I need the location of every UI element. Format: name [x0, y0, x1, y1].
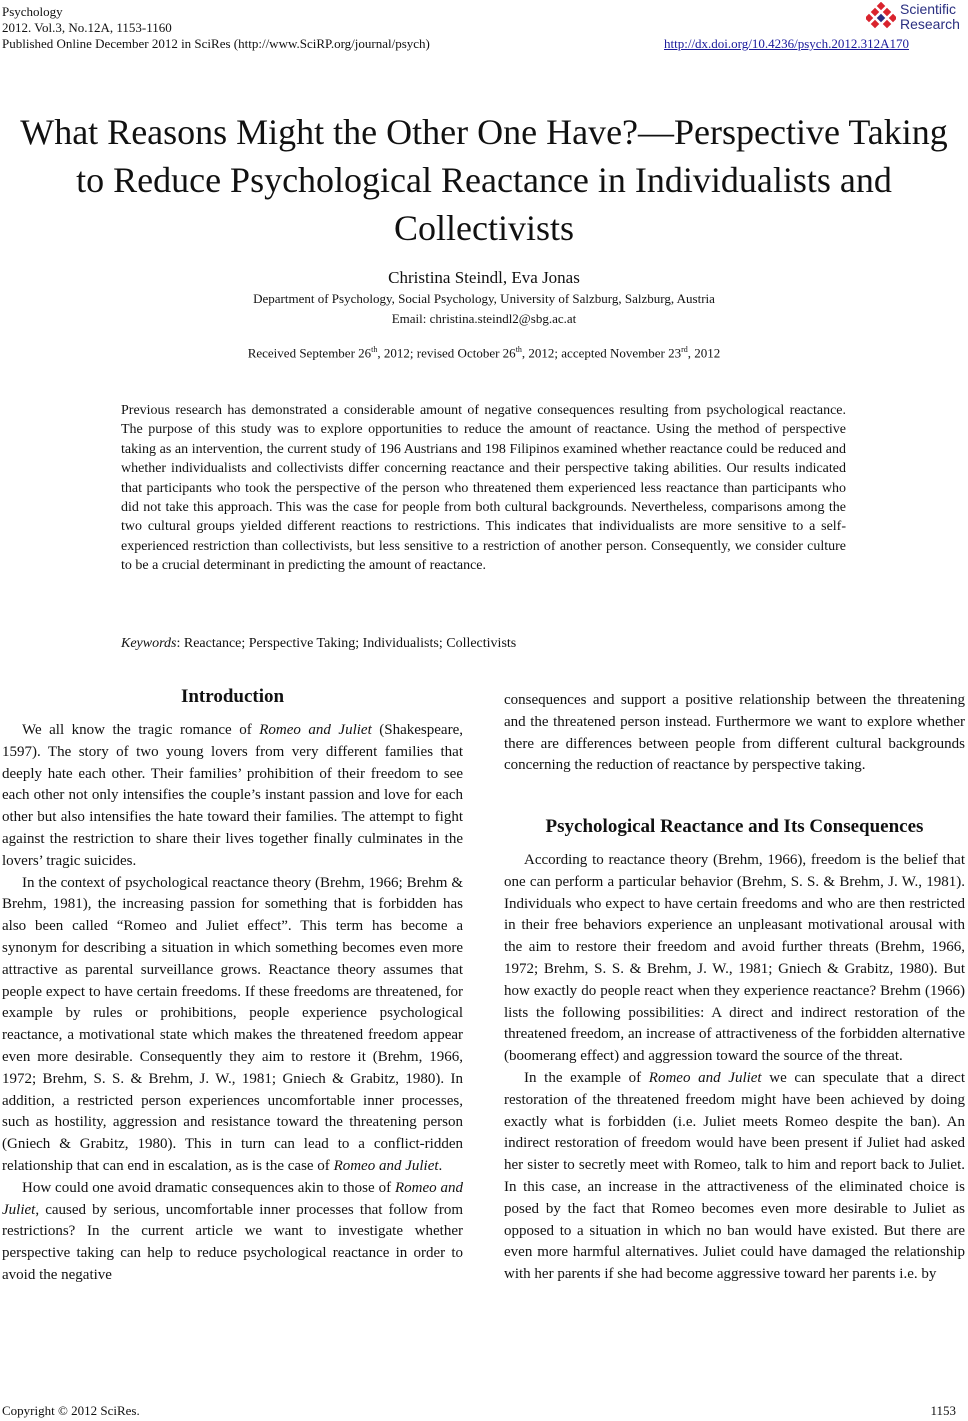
keywords-label: Keywords — [121, 636, 177, 651]
text: (Shakespeare, 1597). The story of two young lovers from very different families that deeply hate each other. Their families’ prohibition of their freedom to see each other not only intensifies the couple’s instant passion and love for each other but also intensifies the hate toward their families. The attempt to fight against the restriction to share their lives together finally culminates in the lovers’ tragic suicides. — [2, 722, 463, 869]
keywords-list: : Reactance; Perspective Taking; Individualists; Collectivists — [176, 636, 517, 651]
year-text: , 2012 — [687, 345, 721, 361]
text: We all know the tragic romance of — [22, 722, 260, 738]
scirp-logo-icon — [866, 2, 896, 32]
paragraph — [2, 720, 463, 873]
title-line: to Reduce Psychological Reactance in Individualists and — [76, 160, 892, 200]
ordinal-suffix: rd — [681, 345, 688, 354]
text: How could one avoid dramatic consequences akin to those of — [22, 1179, 395, 1196]
volume-info: 2012. Vol.3, No.12A, 1153-1160 — [2, 20, 172, 35]
right-column-intro-continued — [504, 690, 965, 777]
text: , caused by serious, uncomfortable inner processes that follow from restrictions? In the current article we want to investigate whether perspective taking can help to reduce psychological reactance in order to avoid the negative — [2, 1201, 463, 1283]
paragraph — [2, 1178, 463, 1287]
right-column — [504, 850, 965, 1286]
text: In the context of psychological reactance theory (Brehm, 1966; Brehm & Brehm, 1981), the increasing passion for something that is forbidden has also been called “Romeo and Juliet effect”. This term has become a synonym for describing a situation in which something becomes even more attractive as parental surveillance grows. Reactance theory assumes that people expect to have certain freedoms. If these freedoms are threatened, for example by rules or prohibitions, people experience psychological reactance, a motivational state which makes the threatened freedom appear even more desirable. Consequently they aim to restore it (Brehm, 1966, 1972; Brehm, S. S. & Brehm, J. W., 1981; Gniech & Grabitz, 1980). In addition, a restricted person experiences uncomfortable inner processes, such as hostility, aggression and resistance toward the threatening person (Gniech & Grabitz, 1980). This in turn can lead to a conflict-ridden relationship that can end in escalation, as is the case of — [2, 874, 463, 1174]
running-header — [2, 4, 430, 52]
italic-text: Romeo and Juliet — [648, 1069, 762, 1086]
page-number: 1153 — [930, 1403, 956, 1418]
keywords — [121, 636, 516, 652]
copyright: Copyright © 2012 SciRes. — [2, 1403, 140, 1418]
doi-link[interactable]: http://dx.doi.org/10.4236/psych.2012.312A170 — [664, 36, 909, 51]
journal-name: Psychology — [2, 4, 63, 19]
paragraph — [504, 1068, 965, 1286]
section-heading-reactance: Psychological Reactance and Its Consequences — [545, 816, 924, 837]
section-heading-introduction: Introduction — [180, 686, 285, 707]
text: we can speculate that a direct restoration of the threatened freedom might have been achieved by doing exactly what is forbidden (i.e. Juliet meets Romeo despite the ban). An indirect restoration of freedom would have been present if Juliet had asked her sister to secretly meet with Romeo, talk to him and report back to Juliet. In this case, an increase in the attractiveness of the eliminated choice is posed by the fact that Romeo becomes even more desirable to Juliet as opposed to a situation in which no ban would have existed. But there are even more harmful alternatives. Juliet could have damaged the relationship with her parents if she had become aggressive toward her parents i.e. by — [504, 1069, 966, 1283]
abstract: Previous research has demonstrated a considerable amount of negative consequences resulting from psychological reactance. The purpose of this study was to explore opportunities to reduce the amount of reactance. Using the method of perspective taking as an intervention, the current study of 196 Austrians and 198 Filipinos examined whether reactance could be reduced and whether individualists and collectivists differ concerning reactance and their perspective taking abilities. Our results indicated that participants who took the perspective of the person who threatened them experienced less reactance than participants who did not take this approach. This was the case for people from both cultural backgrounds. Nevertheless, comparisons among the two cultural groups yielded different reactions to restrictions. This indicates that individualists are more sensitive to a self-experienced restriction than collectivists, but less sensitive to a restriction of another person. Consequently, we consider culture to be a crucial determinant in predicting the amount of reactance. — [121, 403, 846, 574]
received-text: Received September 26 — [247, 345, 372, 361]
title-line: Collectivists — [394, 208, 574, 248]
italic-text: Romeo and Juliet — [259, 722, 372, 738]
italic-text: Romeo and Juliet — [2, 1179, 463, 1218]
authors: Christina Steindl, Eva Jonas — [388, 268, 580, 287]
scientific-research-logo — [866, 0, 968, 36]
logo-text-scientific: Scientific — [900, 1, 957, 17]
author-email: Email: christina.steindl2@sbg.ac.at — [391, 311, 577, 326]
paragraph: According to reactance theory (Brehm, 1966), freedom is the belief that one can perform a particular behavior (Brehm, S. S. & Brehm, J. W., 1981). Individuals who expect to have certain freedoms and who are then restricted in their free behaviors experience an unpleasant motivational arousal with the aim to restore their freedom and avoid further threats (Brehm, 1966, 1972; Brehm, S. S. & Brehm, J. W., 1981; Gniech & Grabitz, 1980). But how exactly do people react when they experience reactance? Brehm (1966) lists the following possibilities: A direct and indirect restoration of the threatened freedom, an increase of attractiveness of the forbidden alternative (boomerang effect) and aggression toward the source of the threat. — [504, 852, 965, 1065]
ordinal-suffix: th — [371, 345, 378, 354]
logo-text-research: Research — [900, 16, 960, 32]
ordinal-suffix: th — [515, 345, 522, 354]
revised-text: , 2012; revised October 26 — [377, 345, 516, 361]
accepted-text: , 2012; accepted November 23 — [521, 345, 682, 361]
received-dates — [0, 345, 968, 361]
paragraph — [2, 873, 463, 1178]
text: In the example of — [524, 1069, 649, 1086]
affiliation: Department of Psychology, Social Psychology, University of Salzburg, Salzburg, Austria — [253, 291, 715, 306]
left-column — [2, 720, 463, 1287]
paper-title — [14, 108, 954, 252]
text: . — [438, 1157, 443, 1174]
title-line: What Reasons Might the Other One Have?—Perspective Taking — [20, 112, 948, 152]
published-line: Published Online December 2012 in SciRes (http://www.SciRP.org/journal/psych) — [2, 36, 430, 51]
paragraph: consequences and support a positive relationship between the threatening and the threatened person instead. Furthermore we want to explore whether there are differences between people from different cultural backgrounds concerning the reduction of reactance by perspective taking. — [504, 692, 965, 774]
italic-text: Romeo and Juliet — [333, 1157, 439, 1174]
